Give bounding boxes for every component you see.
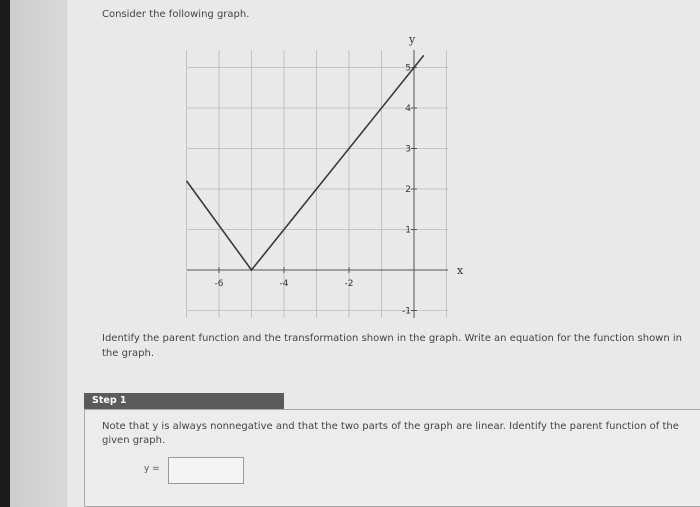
- y-tick-label: 4: [405, 104, 411, 114]
- intro-text: Consider the following graph.: [102, 9, 250, 20]
- left-margin: [10, 0, 66, 507]
- function-curve: [187, 55, 424, 270]
- step-instruction: Note that y is always nonnegative and that the two parts of the graph are linear. Identify the parent function of the given graph.: [102, 421, 679, 446]
- y-tick-label: 3: [405, 144, 411, 155]
- answer-label: y =: [144, 464, 160, 474]
- x-tick-label: -4: [279, 279, 289, 289]
- y-axis-label: y: [409, 33, 416, 46]
- step-header: Step 1: [84, 393, 284, 409]
- left-edge-bar: [0, 0, 10, 507]
- x-axis-label: x: [457, 264, 464, 277]
- x-tick-label: -6: [214, 279, 224, 289]
- y-tick-label: 2: [405, 185, 411, 195]
- y-tick-label: 1: [405, 225, 411, 236]
- answer-input[interactable]: [168, 457, 244, 484]
- question-text: Identify the parent function and the transformation shown in the graph. Write an equation for the function shown in the graph.: [102, 333, 682, 359]
- y-tick-label: 5: [405, 63, 411, 74]
- absolute-value-graph: [170, 30, 470, 330]
- y-tick-label: -1: [402, 306, 411, 317]
- graph-axes: [187, 50, 448, 318]
- x-tick-label: -2: [344, 279, 354, 289]
- graph-grid: [187, 50, 449, 318]
